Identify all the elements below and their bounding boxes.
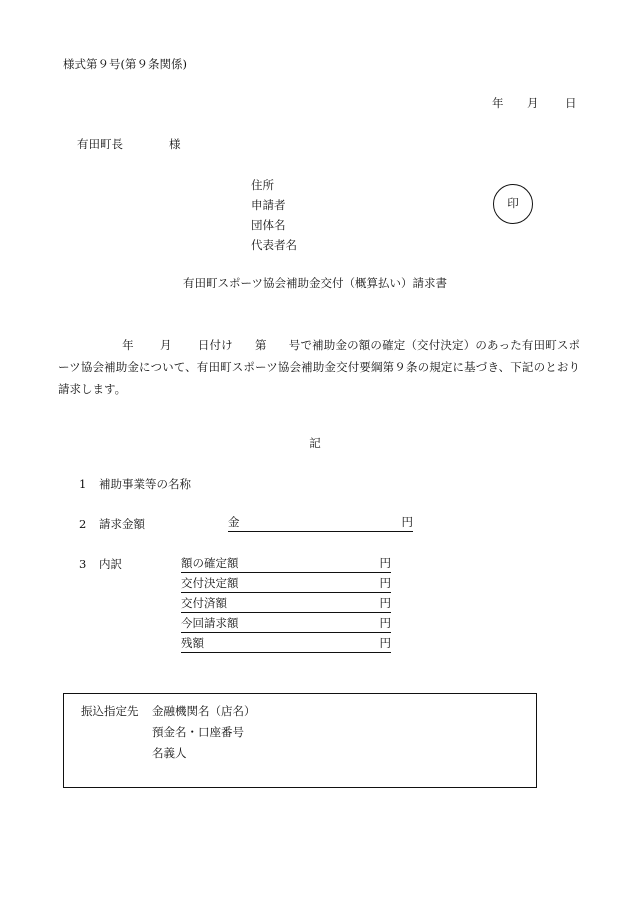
account-label: 預金名・口座番号 [152, 725, 244, 739]
breakdown-row [181, 617, 391, 633]
item-label: 補助事業等の名称 [99, 477, 191, 491]
item-label: 内訳 [99, 557, 122, 571]
body-month: 月 [159, 338, 172, 352]
applicant-block [251, 180, 297, 260]
item-number: 3 [79, 557, 87, 571]
representative-label: 代表者名 [251, 238, 297, 252]
breakdown-label: 交付決定額 [181, 576, 239, 590]
date-month: 月 [527, 96, 539, 110]
bank-name-label: 金融機関名（店名） [152, 704, 256, 718]
item-label: 請求金額 [99, 517, 145, 531]
applicant-address-label: 住所 [251, 178, 274, 192]
addressee [77, 137, 181, 151]
breakdown-label: 交付済額 [181, 596, 227, 610]
seal-label: 印 [507, 196, 519, 211]
body-year: 年 [122, 338, 134, 352]
date-day: 日 [565, 96, 577, 110]
organization-label: 団体名 [251, 218, 286, 232]
breakdown-unit: 円 [379, 576, 391, 590]
request-amount-line [228, 517, 413, 532]
bank-lines [152, 706, 256, 769]
body-paragraph [58, 334, 580, 400]
amount-prefix: 金 [228, 515, 240, 529]
bank-heading: 振込指定先 [81, 704, 139, 718]
item-number: 1 [79, 477, 87, 491]
breakdown-label: 残額 [181, 636, 204, 650]
breakdown-unit: 円 [379, 636, 391, 650]
seal-circle [493, 184, 533, 224]
breakdown-unit: 円 [379, 556, 391, 570]
breakdown-unit: 円 [379, 596, 391, 610]
breakdown-unit: 円 [379, 616, 391, 630]
breakdown-row [181, 637, 391, 653]
body-text: 号で補助金の額の確定（交付決定）のあった有田町スポーツ協会補助金について、有田町スポーツ協会補助金交付要綱第９条の規定に基づき、下記のとおり請求します。 [58, 338, 581, 396]
body-dai: 第 [254, 338, 267, 352]
body-day: 日付け [197, 338, 233, 352]
breakdown-label: 額の確定額 [181, 556, 239, 570]
breakdown-row [181, 577, 391, 593]
addressee-honorific: 様 [169, 137, 181, 151]
date-year: 年 [492, 96, 504, 110]
breakdown-row [181, 557, 391, 573]
breakdown-list [181, 557, 391, 657]
account-holder-label: 名義人 [152, 746, 187, 760]
applicant-label: 申請者 [251, 198, 286, 212]
item-number: 2 [79, 517, 87, 531]
breakdown-label: 今回請求額 [181, 616, 239, 630]
bank-transfer-box [63, 693, 537, 788]
amount-unit: 円 [401, 515, 413, 529]
form-number: 様式第９号(第９条関係) [63, 57, 187, 71]
addressee-name: 有田町長 [77, 137, 123, 151]
ki-heading: 記 [309, 436, 321, 450]
document-title: 有田町スポーツ協会補助金交付（概算払い）請求書 [182, 276, 448, 290]
breakdown-row [181, 597, 391, 613]
